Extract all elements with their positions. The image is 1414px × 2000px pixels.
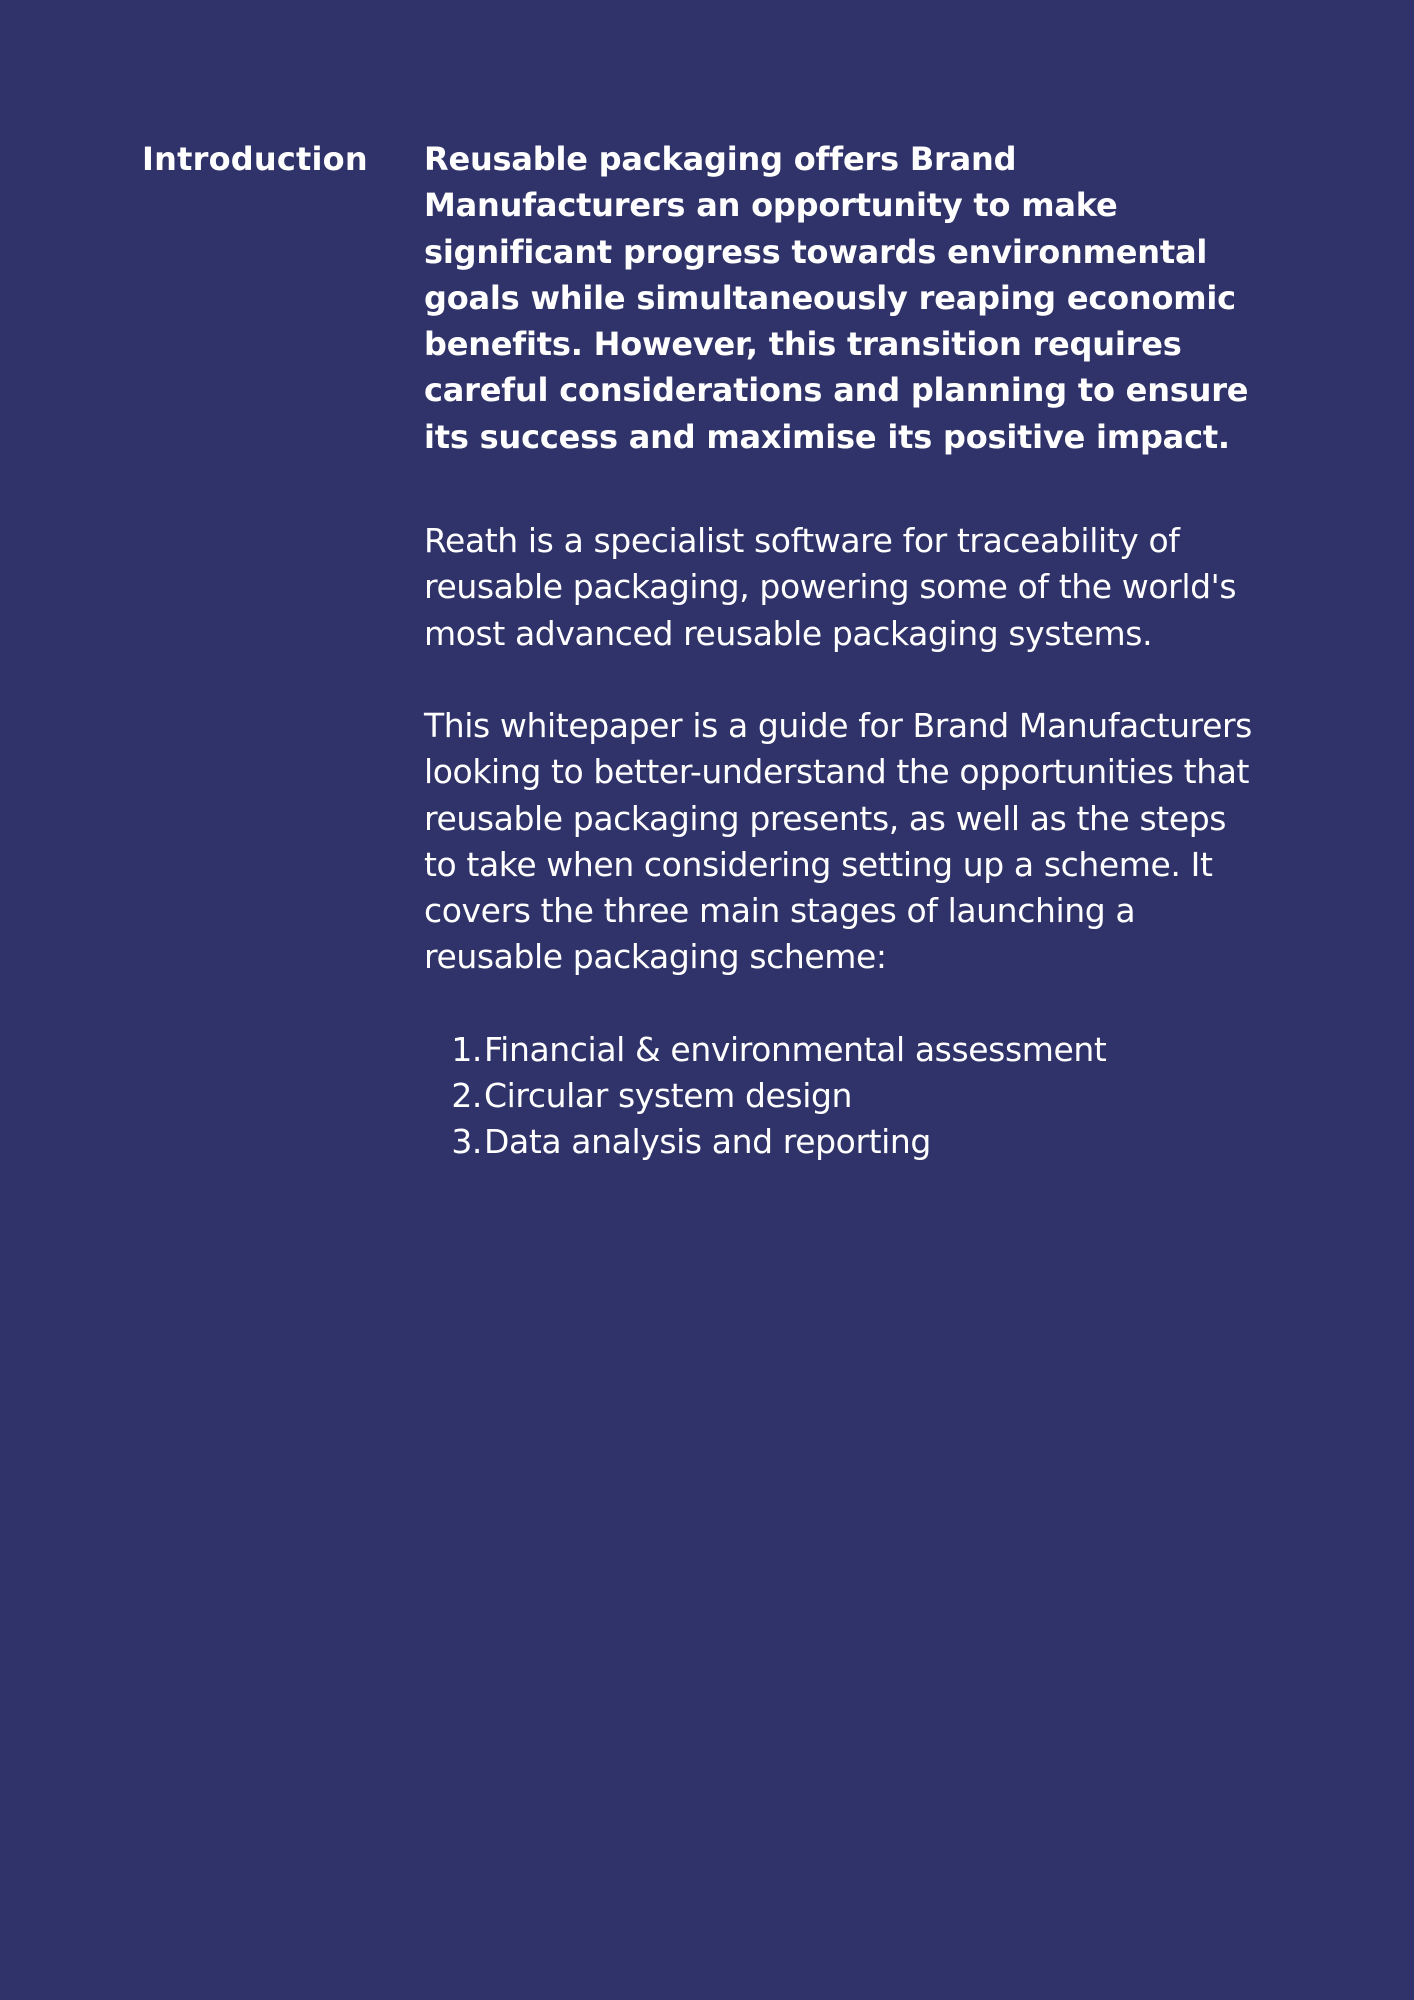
list-item xyxy=(424,1073,1260,1119)
list-item-text: Data analysis and reporting xyxy=(484,1121,931,1161)
list-item-text: Financial & environmental assessment xyxy=(484,1029,1107,1069)
list-item-number: 2. xyxy=(451,1075,482,1115)
body-paragraph: This whitepaper is a guide for Brand Manufacturers looking to better-understand the opportunities that reusable packaging presents, as well as the steps to take when considering setting up a scheme. It covers the three main stages of launching a reusable packaging scheme: xyxy=(424,705,1252,977)
body-paragraph: Reath is a specialist software for traceability of reusable packaging, powering some of the world's most advanced reusable packaging systems. xyxy=(424,521,1237,653)
list-item xyxy=(424,1119,1260,1165)
intro-content xyxy=(424,136,1260,1165)
section-heading: Introduction xyxy=(142,140,368,178)
list-item-text: Circular system design xyxy=(484,1075,853,1115)
lead-paragraph: Reusable packaging offers Brand Manufacturers an opportunity to make significant progress towards environmental goals while simultaneously reaping economic benefits. However, this transition requires careful considerations and planning to ensure its success and maximise its positive impact. xyxy=(424,140,1249,456)
list-item xyxy=(424,1027,1260,1073)
list-item-number: 3. xyxy=(451,1121,482,1161)
stages-list xyxy=(424,1027,1260,1165)
list-item-number: 1. xyxy=(451,1029,482,1069)
